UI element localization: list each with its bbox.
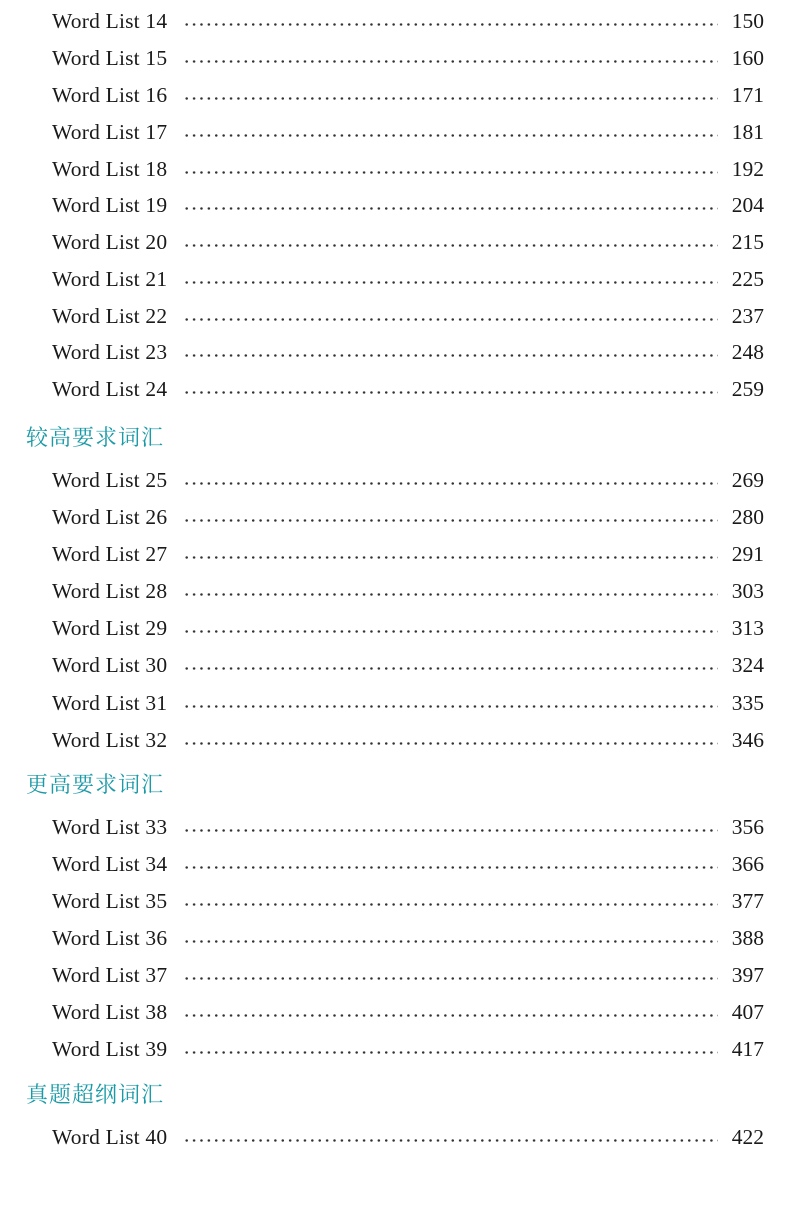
toc-entry-page: 324 [731, 652, 764, 677]
toc-entry[interactable] [52, 503, 764, 531]
dot-leader [183, 23, 717, 26]
dot-leader [183, 318, 717, 321]
toc-entry-page: 259 [731, 376, 764, 401]
toc-entry-label: Word List 36 [52, 925, 168, 950]
toc-entry-label: Word List 18 [52, 156, 168, 181]
toc-entry[interactable] [52, 44, 764, 72]
dot-leader [183, 593, 717, 596]
dot-leader [183, 60, 717, 63]
toc-entry-page: 417 [731, 1036, 764, 1061]
toc-entry-label: Word List 14 [52, 8, 168, 33]
section-heading: 更高要求词汇 [26, 773, 165, 798]
toc-entry-page: 215 [731, 229, 764, 254]
toc-entry-label: Word List 23 [52, 339, 168, 364]
toc-entry[interactable] [52, 924, 764, 952]
toc-entry-label: Word List 32 [52, 727, 168, 752]
toc-entry-label: Word List 16 [52, 82, 168, 107]
toc-entry-page: 269 [731, 467, 764, 492]
toc-entry[interactable] [52, 961, 764, 989]
toc-entry-label: Word List 40 [52, 1124, 168, 1149]
dot-leader [183, 866, 717, 869]
toc-entry-label: Word List 22 [52, 303, 168, 328]
dot-leader [183, 829, 717, 832]
toc-entry[interactable] [52, 228, 764, 256]
toc-entry[interactable] [52, 850, 764, 878]
toc-entry-page: 422 [731, 1124, 764, 1149]
toc-entry-label: Word List 21 [52, 266, 168, 291]
dot-leader [183, 1014, 717, 1017]
toc-entry-label: Word List 19 [52, 192, 168, 217]
toc-entry-page: 397 [731, 962, 764, 987]
toc-entry[interactable] [52, 7, 764, 35]
toc-entry-page: 356 [731, 814, 764, 839]
toc-entry-page: 171 [731, 82, 764, 107]
dot-leader [183, 482, 717, 485]
dot-leader [183, 556, 717, 559]
toc-entry-page: 181 [731, 119, 764, 144]
toc-entry[interactable] [52, 1123, 764, 1151]
dot-leader [183, 903, 717, 906]
toc-entry-label: Word List 26 [52, 504, 168, 529]
toc-entry[interactable] [52, 540, 764, 568]
toc-entry-page: 313 [731, 615, 764, 640]
toc-entry[interactable] [52, 577, 764, 605]
toc-entry[interactable] [52, 689, 764, 717]
toc-entry[interactable] [52, 265, 764, 293]
toc-entry-label: Word List 35 [52, 888, 168, 913]
toc-entry[interactable] [52, 614, 764, 642]
section-heading: 真题超纲词汇 [26, 1083, 165, 1108]
toc-entry[interactable] [52, 191, 764, 219]
toc-entry[interactable] [52, 651, 764, 679]
toc-entry-page: 248 [731, 339, 764, 364]
section-heading: 较高要求词汇 [26, 426, 165, 451]
toc-entry-page: 204 [731, 192, 764, 217]
toc-entry-label: Word List 33 [52, 814, 168, 839]
toc-entry-page: 303 [731, 578, 764, 603]
dot-leader [183, 1051, 717, 1054]
dot-leader [183, 940, 717, 943]
toc-entry-label: Word List 38 [52, 999, 168, 1024]
toc-entry-page: 160 [731, 45, 764, 70]
toc-entry-label: Word List 27 [52, 541, 168, 566]
dot-leader [183, 977, 717, 980]
toc-entry-label: Word List 24 [52, 376, 168, 401]
dot-leader [183, 667, 717, 670]
dot-leader [183, 1139, 717, 1142]
toc-entry[interactable] [52, 302, 764, 330]
toc-entry[interactable] [52, 998, 764, 1026]
dot-leader [183, 705, 717, 708]
dot-leader [183, 391, 717, 394]
toc-entry-label: Word List 25 [52, 467, 168, 492]
dot-leader [183, 134, 717, 137]
toc-entry[interactable] [52, 1035, 764, 1063]
toc-entry-label: Word List 15 [52, 45, 168, 70]
toc-entry-page: 237 [731, 303, 764, 328]
toc-entry-page: 377 [731, 888, 764, 913]
dot-leader [183, 97, 717, 100]
dot-leader [183, 207, 717, 210]
toc-entry-page: 192 [731, 156, 764, 181]
dot-leader [183, 519, 717, 522]
toc-entry[interactable] [52, 118, 764, 146]
dot-leader [183, 630, 717, 633]
toc-entry[interactable] [52, 726, 764, 754]
toc-entry-label: Word List 28 [52, 578, 168, 603]
toc-entry-page: 335 [731, 690, 764, 715]
toc-entry-page: 150 [731, 8, 764, 33]
toc-entry-label: Word List 29 [52, 615, 168, 640]
toc-entry-page: 291 [731, 541, 764, 566]
dot-leader [183, 354, 717, 357]
dot-leader [183, 742, 717, 745]
toc-entry-label: Word List 34 [52, 851, 168, 876]
toc-entry-page: 366 [731, 851, 764, 876]
toc-entry-label: Word List 17 [52, 119, 168, 144]
toc-entry[interactable] [52, 338, 764, 366]
dot-leader [183, 244, 717, 247]
toc-entry-page: 346 [731, 727, 764, 752]
dot-leader [183, 171, 717, 174]
toc-entry-label: Word List 37 [52, 962, 168, 987]
toc-entry[interactable] [52, 155, 764, 183]
toc-entry-page: 407 [731, 999, 764, 1024]
toc-entry[interactable] [52, 813, 764, 841]
toc-entry[interactable] [52, 887, 764, 915]
toc-entry-page: 225 [731, 266, 764, 291]
toc-entry[interactable] [52, 466, 764, 494]
toc-entry[interactable] [52, 375, 764, 403]
toc-entry[interactable] [52, 81, 764, 109]
toc-entry-page: 280 [731, 504, 764, 529]
dot-leader [183, 281, 717, 284]
toc-entry-page: 388 [731, 925, 764, 950]
toc-entry-label: Word List 31 [52, 690, 168, 715]
toc-entry-label: Word List 20 [52, 229, 168, 254]
toc-entry-label: Word List 30 [52, 652, 168, 677]
toc-entry-label: Word List 39 [52, 1036, 168, 1061]
